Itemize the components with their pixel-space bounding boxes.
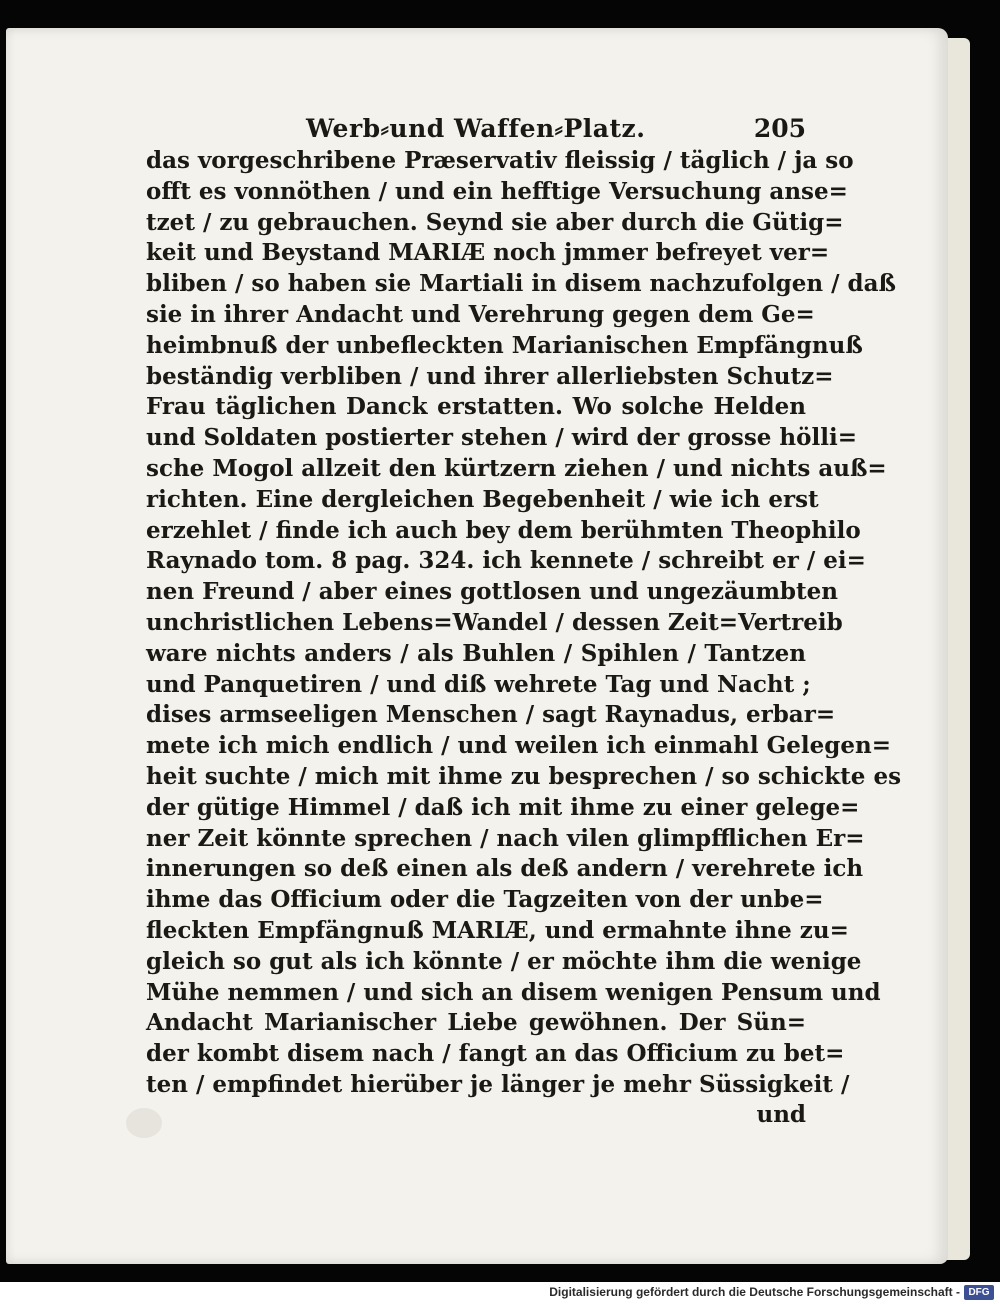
text-line: fleckten Empfängnuß MARIÆ, und ermahnte ihne zu= — [146, 916, 849, 944]
text-line: das vorgeschribene Præservativ fleissig / täglich / ja so — [146, 147, 854, 174]
funding-notice: Digitalisierung gefördert durch die Deutsche Forschungsgemeinschaft - — [549, 1285, 960, 1299]
text-line: sie in ihrer Andacht und Verehrung gegen dem Ge= — [146, 300, 815, 328]
text-line: Frau täglichen Danck erstatten. Wo solche Helden — [146, 393, 806, 421]
text-line: ware nichts anders / als Buhlen / Spihlen / Tantzen — [146, 639, 806, 667]
text-line: Mühe nemmen / und sich an disem wenigen Pensum und — [146, 978, 881, 1006]
catchword: und — [756, 1100, 806, 1128]
catchword-row — [146, 1101, 806, 1131]
text-line: sche Mogol allzeit den kürtzern ziehen / und nichts auß= — [146, 454, 887, 482]
text-line: Andacht Marianischer Liebe gewöhnen. Der Sün= — [146, 1009, 806, 1037]
book-page — [6, 28, 948, 1264]
running-head — [146, 114, 806, 144]
text-line: keit und Beystand MARIÆ noch jmmer befreyet ver= — [146, 239, 830, 267]
text-line: offt es vonnöthen / und ein hefftige Versuchung anse= — [146, 177, 848, 205]
running-head-title: Werb⸗und Waffen⸗Platz. — [306, 114, 646, 143]
text-line: gleich so gut als ich könnte / er möchte ihm die wenige — [146, 947, 862, 975]
text-line: und Soldaten postierter stehen / wird der grosse hölli= — [146, 424, 857, 452]
text-line: heit suchte / mich mit ihme zu besprechen / so schickte es — [146, 762, 902, 790]
dfg-logo-icon[interactable]: DFG — [964, 1285, 994, 1300]
text-line: bliben / so haben sie Martiali in disem nachzufolgen / daß — [146, 270, 896, 298]
text-line: beständig verbliben / und ihrer allerliebsten Schutz= — [146, 362, 834, 390]
footer-bar — [0, 1282, 1000, 1304]
text-line: und Panquetiren / und diß wehrete Tag und Nacht ; — [146, 670, 811, 698]
text-line: tzet / zu gebrauchen. Seynd sie aber durch die Gütig= — [146, 208, 844, 236]
text-line: innerungen so deß einen als deß andern / verehrete ich — [146, 855, 864, 883]
text-line: mete ich mich endlich / und weilen ich einmahl Gelegen= — [146, 732, 891, 760]
text-line: heimbnuß der unbefleckten Marianischen Empfängnuß — [146, 331, 863, 359]
text-line: der kombt disem nach / fangt an das Officium zu bet= — [146, 1040, 845, 1068]
text-line: erzehlet / finde ich auch bey dem berühmten Theophilo — [146, 516, 861, 544]
text-line: nen Freund / aber eines gottlosen und ungezäumbten — [146, 578, 838, 606]
body-text — [146, 146, 902, 1101]
text-line: ten / empfindet hierüber je länger je mehr Süssigkeit / — [146, 1070, 850, 1098]
text-line: ihme das Officium oder die Tagzeiten von der unbe= — [146, 886, 824, 914]
text-line: Raynado tom. 8 pag. 324. ich kennete / schreibt er / ei= — [146, 547, 866, 575]
page-number: 205 — [753, 114, 806, 143]
text-line: unchristlichen Lebens=Wandel / dessen Zeit=Vertreib — [146, 608, 843, 636]
text-block — [146, 114, 902, 1131]
text-line: der gütige Himmel / daß ich mit ihme zu einer gelege= — [146, 793, 860, 821]
text-line: dises armseeligen Menschen / sagt Raynadus, erbar= — [146, 701, 836, 729]
text-line: ner Zeit könnte sprechen / nach vilen glimpfflichen Er= — [146, 824, 865, 852]
text-line: richten. Eine dergleichen Begebenheit / wie ich erst — [146, 485, 819, 513]
